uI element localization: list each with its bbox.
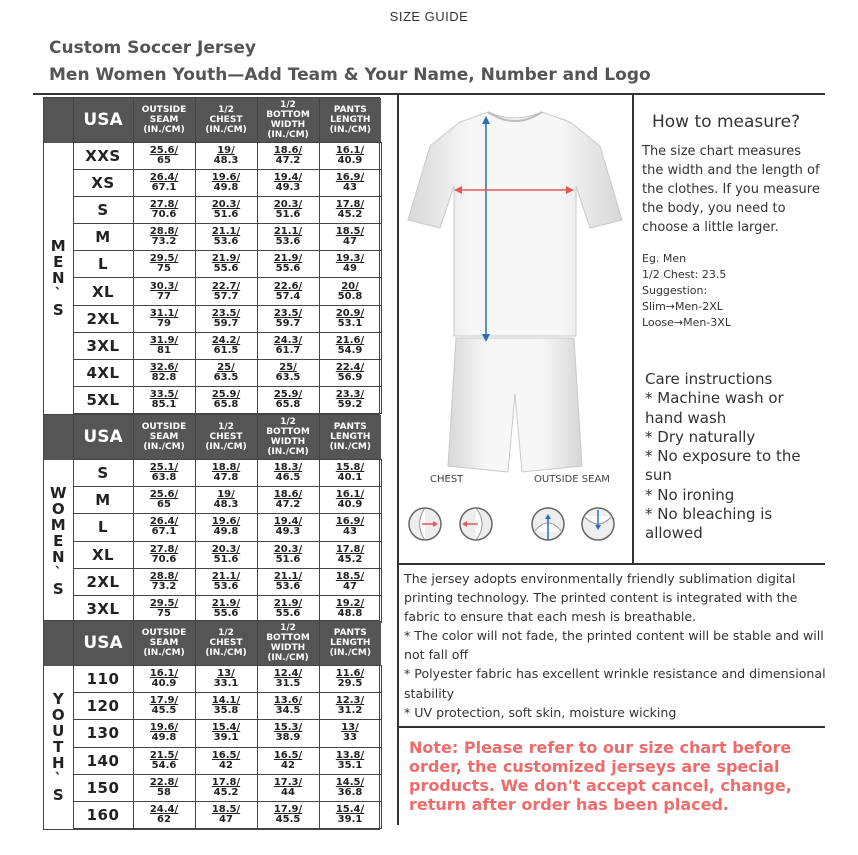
care-line: * No exposure to the sun <box>645 447 801 485</box>
example-line: Slim→Men-2XL <box>642 300 723 313</box>
header-outside-seam: OUTSIDE SEAM (IN./CM) <box>133 98 195 143</box>
value-cell-width: 18.3/ 46.5 <box>257 460 319 487</box>
value-cell-pants: 14.5/ 36.8 <box>319 774 381 801</box>
value-cell-chest: 22.7/ 57.7 <box>195 278 257 305</box>
table-header-row <box>44 98 381 143</box>
value-cell-seam: 31.1/ 79 <box>133 305 195 332</box>
value-cell-pants: 15.4/ 39.1 <box>319 801 381 828</box>
shorts-shape <box>448 338 582 472</box>
header-outside-seam: OUTSIDE SEAM (IN./CM) <box>133 415 195 460</box>
value-cell-seam: 29.5/ 75 <box>133 251 195 278</box>
value-cell-pants: 16.1/ 40.9 <box>319 143 381 170</box>
header-outside-seam: OUTSIDE SEAM (IN./CM) <box>133 621 195 666</box>
size-cell: 2XL <box>73 305 133 332</box>
value-cell-chest: 20.3/ 51.6 <box>195 197 257 224</box>
table-row <box>44 693 381 720</box>
jersey-illustration <box>400 100 630 480</box>
value-cell-pants: 18.5/ 47 <box>319 224 381 251</box>
size-cell: 120 <box>73 693 133 720</box>
example-lines <box>642 251 822 331</box>
header-usa: USA <box>73 621 133 666</box>
value-cell-chest: 16.5/ 42 <box>195 747 257 774</box>
header-bottom-width: 1/2 BOTTOM WIDTH (IN./CM) <box>257 415 319 460</box>
table-row <box>44 332 381 359</box>
table-row <box>44 386 381 413</box>
value-cell-pants: 11.6/ 29.5 <box>319 666 381 693</box>
care-line: * No bleaching is allowed <box>645 505 773 543</box>
table-header-row <box>44 415 381 460</box>
size-cell: L <box>73 514 133 541</box>
value-cell-seam: 30.3/ 77 <box>133 278 195 305</box>
header-chest: 1/2 CHEST (IN./CM) <box>195 621 257 666</box>
table-side-label: W O M E N ` S <box>44 460 73 623</box>
size-cell: 3XL <box>73 332 133 359</box>
value-cell-pants: 16.9/ 43 <box>319 514 381 541</box>
header-usa: USA <box>73 415 133 460</box>
value-cell-chest: 21.9/ 55.6 <box>195 251 257 278</box>
product-subtitle: Men Women Youth—Add Team & Your Name, Number and Logo <box>49 65 651 85</box>
description-line: * Polyester fabric has excellent wrinkle resistance and dimensional stability <box>404 666 826 701</box>
value-cell-width: 23.5/ 59.7 <box>257 305 319 332</box>
size-cell: M <box>73 224 133 251</box>
header-pants-length: PANTS LENGTH (IN./CM) <box>319 98 381 143</box>
size-cell: S <box>73 460 133 487</box>
table-row <box>44 514 381 541</box>
value-cell-chest: 18.5/ 47 <box>195 801 257 828</box>
care-line: * Dry naturally <box>645 427 756 446</box>
value-cell-pants: 16.9/ 43 <box>319 170 381 197</box>
table-row <box>44 278 381 305</box>
value-cell-seam: 21.5/ 54.6 <box>133 747 195 774</box>
size-cell: 5XL <box>73 386 133 413</box>
value-cell-seam: 26.4/ 67.1 <box>133 514 195 541</box>
value-cell-seam: 32.6/ 82.8 <box>133 359 195 386</box>
value-cell-width: 20.3/ 51.6 <box>257 541 319 568</box>
value-cell-pants: 13.8/ 35.1 <box>319 747 381 774</box>
table-row <box>44 595 381 622</box>
value-cell-chest: 23.5/ 59.7 <box>195 305 257 332</box>
table-row <box>44 251 381 278</box>
table-row <box>44 224 381 251</box>
example-line: Suggestion: <box>642 284 708 297</box>
value-cell-pants: 16.1/ 40.9 <box>319 487 381 514</box>
value-cell-chest: 18.8/ 47.8 <box>195 460 257 487</box>
seam-circle-left-icon <box>532 508 564 540</box>
value-cell-chest: 19/ 48.3 <box>195 143 257 170</box>
header-chest: 1/2 CHEST (IN./CM) <box>195 415 257 460</box>
size-table <box>43 97 380 415</box>
value-cell-chest: 20.3/ 51.6 <box>195 541 257 568</box>
value-cell-seam: 29.5/ 75 <box>133 595 195 622</box>
vertical-divider-2 <box>632 95 634 564</box>
table-row <box>44 460 381 487</box>
value-cell-pants: 17.8/ 45.2 <box>319 541 381 568</box>
size-cell: 110 <box>73 666 133 693</box>
value-cell-chest: 24.2/ 61.5 <box>195 332 257 359</box>
value-cell-seam: 27.8/ 70.6 <box>133 541 195 568</box>
table-row <box>44 774 381 801</box>
value-cell-width: 19.4/ 49.3 <box>257 514 319 541</box>
value-cell-chest: 17.8/ 45.2 <box>195 774 257 801</box>
chest-circle-right-icon <box>460 508 492 540</box>
size-cell: 2XL <box>73 568 133 595</box>
size-cell: XL <box>73 278 133 305</box>
value-cell-width: 16.5/ 42 <box>257 747 319 774</box>
care-line: Care instructions <box>645 370 773 388</box>
size-cell: XS <box>73 170 133 197</box>
horizontal-divider-2 <box>399 726 825 728</box>
example-line: 1/2 Chest: 23.5 <box>642 268 727 281</box>
value-cell-pants: 15.8/ 40.1 <box>319 460 381 487</box>
value-cell-pants: 19.3/ 49 <box>319 251 381 278</box>
size-cell: XXS <box>73 143 133 170</box>
header-bottom-width: 1/2 BOTTOM WIDTH (IN./CM) <box>257 98 319 143</box>
product-title: Custom Soccer Jersey <box>49 38 257 58</box>
value-cell-width: 24.3/ 61.7 <box>257 332 319 359</box>
table-row <box>44 143 381 170</box>
top-divider <box>33 93 825 95</box>
value-cell-width: 19.4/ 49.3 <box>257 170 319 197</box>
table-row <box>44 720 381 747</box>
value-cell-seam: 25.1/ 63.8 <box>133 460 195 487</box>
value-cell-seam: 19.6/ 49.8 <box>133 720 195 747</box>
table-row <box>44 197 381 224</box>
product-titles <box>49 38 651 85</box>
value-cell-width: 21.1/ 53.6 <box>257 568 319 595</box>
value-cell-width: 18.6/ 47.2 <box>257 143 319 170</box>
value-cell-seam: 26.4/ 67.1 <box>133 170 195 197</box>
chest-circle-left-icon <box>409 508 441 540</box>
chest-label: CHEST <box>430 474 464 485</box>
table-row <box>44 747 381 774</box>
value-cell-width: 22.6/ 57.4 <box>257 278 319 305</box>
value-cell-seam: 22.8/ 58 <box>133 774 195 801</box>
example-line: Eg. Men <box>642 252 687 265</box>
value-cell-pants: 20/ 50.8 <box>319 278 381 305</box>
value-cell-width: 25/ 63.5 <box>257 359 319 386</box>
size-cell: 3XL <box>73 595 133 622</box>
value-cell-chest: 25/ 63.5 <box>195 359 257 386</box>
table-row <box>44 359 381 386</box>
size-cell: 150 <box>73 774 133 801</box>
header-blank <box>44 415 73 460</box>
value-cell-width: 21.1/ 53.6 <box>257 224 319 251</box>
example-line: Loose→Men-3XL <box>642 316 731 329</box>
value-cell-seam: 27.8/ 70.6 <box>133 197 195 224</box>
description-line: * The color will not fade, the printed content will be stable and will not fall off <box>404 628 824 663</box>
value-cell-chest: 14.1/ 35.8 <box>195 693 257 720</box>
value-cell-width: 21.9/ 55.6 <box>257 595 319 622</box>
header-bottom-width: 1/2 BOTTOM WIDTH (IN./CM) <box>257 621 319 666</box>
value-cell-pants: 20.9/ 53.1 <box>319 305 381 332</box>
description-line: * UV protection, soft skin, moisture wicking <box>404 704 677 720</box>
table-row <box>44 801 381 828</box>
value-cell-width: 17.9/ 45.5 <box>257 801 319 828</box>
value-cell-pants: 23.3/ 59.2 <box>319 386 381 413</box>
table-header-row <box>44 621 381 666</box>
value-cell-width: 17.3/ 44 <box>257 774 319 801</box>
how-to-heading: How to measure? <box>652 112 801 132</box>
table-side-label: Y O U T H ` S <box>44 666 73 829</box>
table-row <box>44 568 381 595</box>
value-cell-chest: 13/ 33.1 <box>195 666 257 693</box>
value-cell-pants: 12.3/ 31.2 <box>319 693 381 720</box>
value-cell-seam: 31.9/ 81 <box>133 332 195 359</box>
value-cell-chest: 15.4/ 39.1 <box>195 720 257 747</box>
table-row <box>44 487 381 514</box>
size-cell: 140 <box>73 747 133 774</box>
header-pants-length: PANTS LENGTH (IN./CM) <box>319 621 381 666</box>
size-cell: 130 <box>73 720 133 747</box>
size-cell: L <box>73 251 133 278</box>
table-row <box>44 666 381 693</box>
value-cell-chest: 19/ 48.3 <box>195 487 257 514</box>
value-cell-seam: 33.5/ 85.1 <box>133 386 195 413</box>
value-cell-width: 13.6/ 34.5 <box>257 693 319 720</box>
table-row <box>44 305 381 332</box>
outside-seam-label: OUTSIDE SEAM <box>534 474 610 485</box>
horizontal-divider-1 <box>399 563 825 565</box>
size-cell: S <box>73 197 133 224</box>
value-cell-pants: 19.2/ 48.8 <box>319 595 381 622</box>
table-side-label: M E N ` S <box>44 143 73 414</box>
header-chest: 1/2 CHEST (IN./CM) <box>195 98 257 143</box>
value-cell-chest: 21.1/ 53.6 <box>195 568 257 595</box>
value-cell-pants: 21.6/ 54.9 <box>319 332 381 359</box>
page-header: SIZE GUIDE <box>389 9 469 24</box>
value-cell-seam: 25.6/ 65 <box>133 143 195 170</box>
value-cell-chest: 21.9/ 55.6 <box>195 595 257 622</box>
seam-circle-right-icon <box>582 508 614 540</box>
value-cell-width: 20.3/ 51.6 <box>257 197 319 224</box>
size-table <box>43 620 380 830</box>
value-cell-width: 25.9/ 65.8 <box>257 386 319 413</box>
size-table <box>43 414 380 624</box>
value-cell-width: 21.9/ 55.6 <box>257 251 319 278</box>
value-cell-seam: 17.9/ 45.5 <box>133 693 195 720</box>
value-cell-pants: 18.5/ 47 <box>319 568 381 595</box>
value-cell-seam: 28.8/ 73.2 <box>133 568 195 595</box>
product-description <box>404 569 826 722</box>
table-row <box>44 541 381 568</box>
value-cell-chest: 19.6/ 49.8 <box>195 170 257 197</box>
how-to-text: The size chart measures the width and the length of the clothes. If you measure the body, you need to choose a little larger. <box>642 144 820 235</box>
value-cell-pants: 17.8/ 45.2 <box>319 197 381 224</box>
value-cell-seam: 16.1/ 40.9 <box>133 666 195 693</box>
how-to-measure <box>642 112 822 331</box>
care-line: * No ironing <box>645 485 735 504</box>
size-cell: 160 <box>73 801 133 828</box>
value-cell-chest: 25.9/ 65.8 <box>195 386 257 413</box>
value-cell-width: 18.6/ 47.2 <box>257 487 319 514</box>
value-cell-pants: 13/ 33 <box>319 720 381 747</box>
size-cell: 4XL <box>73 359 133 386</box>
table-row <box>44 170 381 197</box>
header-blank <box>44 621 73 666</box>
shirt-shape <box>408 112 622 336</box>
vertical-divider <box>397 95 399 825</box>
value-cell-width: 15.3/ 38.9 <box>257 720 319 747</box>
care-line: * Machine wash or hand wash <box>645 389 784 427</box>
value-cell-pants: 22.4/ 56.9 <box>319 359 381 386</box>
size-cell: M <box>73 487 133 514</box>
value-cell-seam: 24.4/ 62 <box>133 801 195 828</box>
care-instructions <box>645 370 825 544</box>
value-cell-seam: 28.8/ 73.2 <box>133 224 195 251</box>
header-usa: USA <box>73 98 133 143</box>
value-cell-seam: 25.6/ 65 <box>133 487 195 514</box>
value-cell-chest: 19.6/ 49.8 <box>195 514 257 541</box>
description-line: The jersey adopts environmentally friendly sublimation digital printing technology. The printed content is integrated with the fabric to ensure that each mesh is breathable. <box>404 571 798 625</box>
size-cell: XL <box>73 541 133 568</box>
measure-circles <box>400 502 630 546</box>
order-note: Note: Please refer to our size chart before order, the customized jerseys are special products. We don't accept cancel, change, return after order has been placed. <box>409 738 792 814</box>
header-pants-length: PANTS LENGTH (IN./CM) <box>319 415 381 460</box>
value-cell-width: 12.4/ 31.5 <box>257 666 319 693</box>
value-cell-chest: 21.1/ 53.6 <box>195 224 257 251</box>
header-blank <box>44 98 73 143</box>
